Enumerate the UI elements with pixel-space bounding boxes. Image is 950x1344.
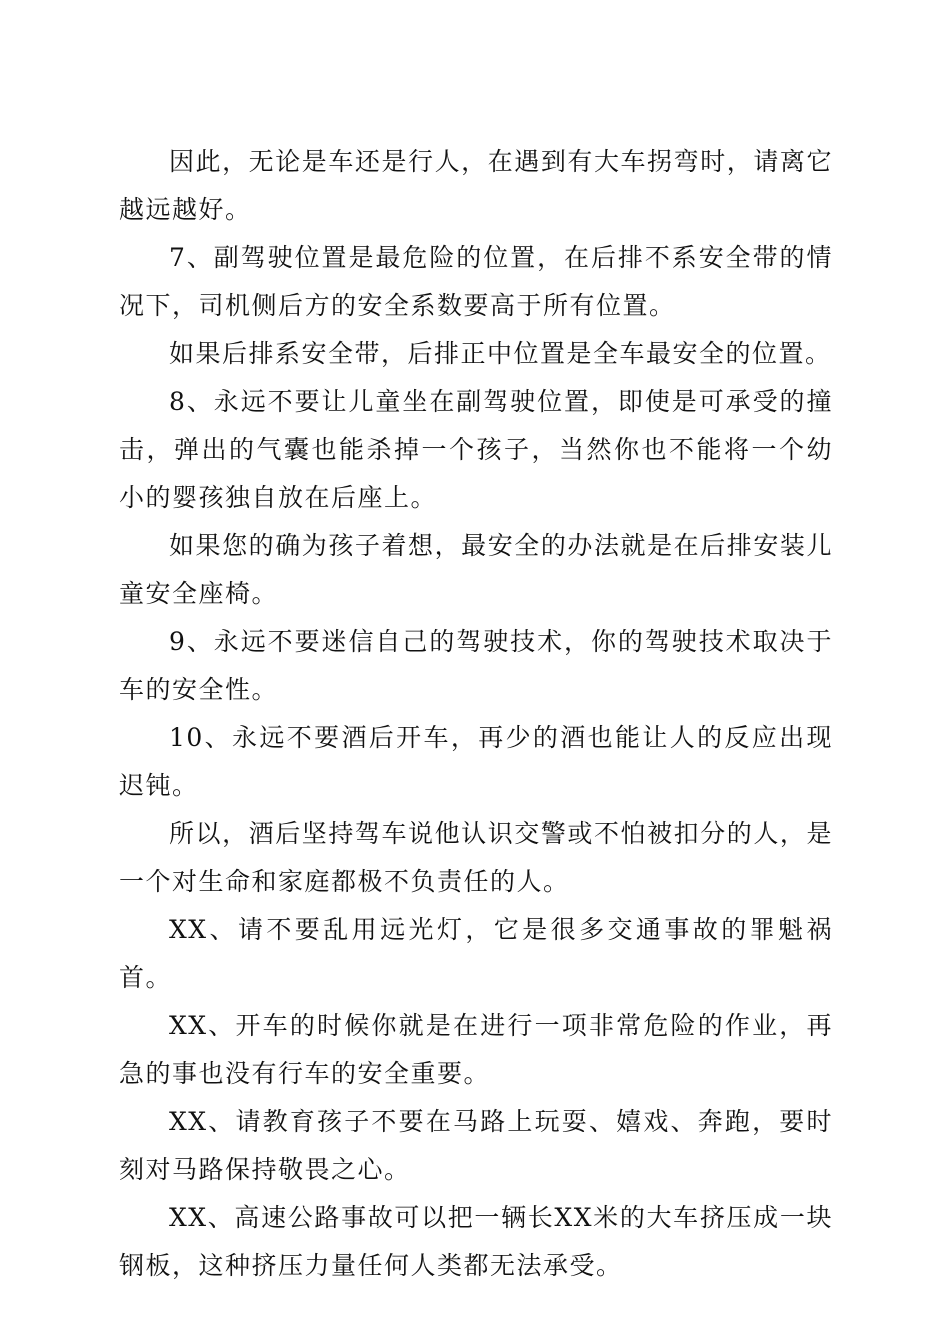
paragraph: XX、请不要乱用远光灯，它是很多交通事故的罪魁祸首。 — [119, 915, 833, 992]
body-text — [119, 138, 833, 1290]
paragraph: 如果您的确为孩子着想，最安全的办法就是在后排安装儿童安全座椅。 — [119, 531, 833, 608]
paragraph: 因此，无论是车还是行人，在遇到有大车拐弯时，请离它越远越好。 — [119, 147, 833, 224]
paragraph: 所以，酒后坚持驾车说他认识交警或不怕被扣分的人，是一个对生命和家庭都极不负责任的人。 — [119, 819, 833, 896]
paragraph: 8、永远不要让儿童坐在副驾驶位置，即使是可承受的撞击，弹出的气囊也能杀掉一个孩子，当然你也不能将一个幼小的婴孩独自放在后座上。 — [119, 387, 833, 512]
paragraph: 如果后排系安全带，后排正中位置是全车最安全的位置。 — [169, 339, 832, 368]
paragraph: XX、开车的时候你就是在进行一项非常危险的作业，再急的事也没有行车的安全重要。 — [119, 1011, 833, 1088]
paragraph: 10、永远不要酒后开车，再少的酒也能让人的反应出现迟钝。 — [119, 723, 833, 800]
paragraph: 7、副驾驶位置是最危险的位置，在后排不系安全带的情况下，司机侧后方的安全系数要高于所有位置。 — [119, 243, 833, 320]
paragraph: XX、高速公路事故可以把一辆长XX米的大车挤压成一块钢板，这种挤压力量任何人类都无法承受。 — [119, 1203, 833, 1280]
paragraph: 9、永远不要迷信自己的驾驶技术，你的驾驶技术取决于车的安全性。 — [119, 627, 833, 704]
paragraph: XX、请教育孩子不要在马路上玩耍、嬉戏、奔跑，要时刻对马路保持敬畏之心。 — [119, 1107, 833, 1184]
